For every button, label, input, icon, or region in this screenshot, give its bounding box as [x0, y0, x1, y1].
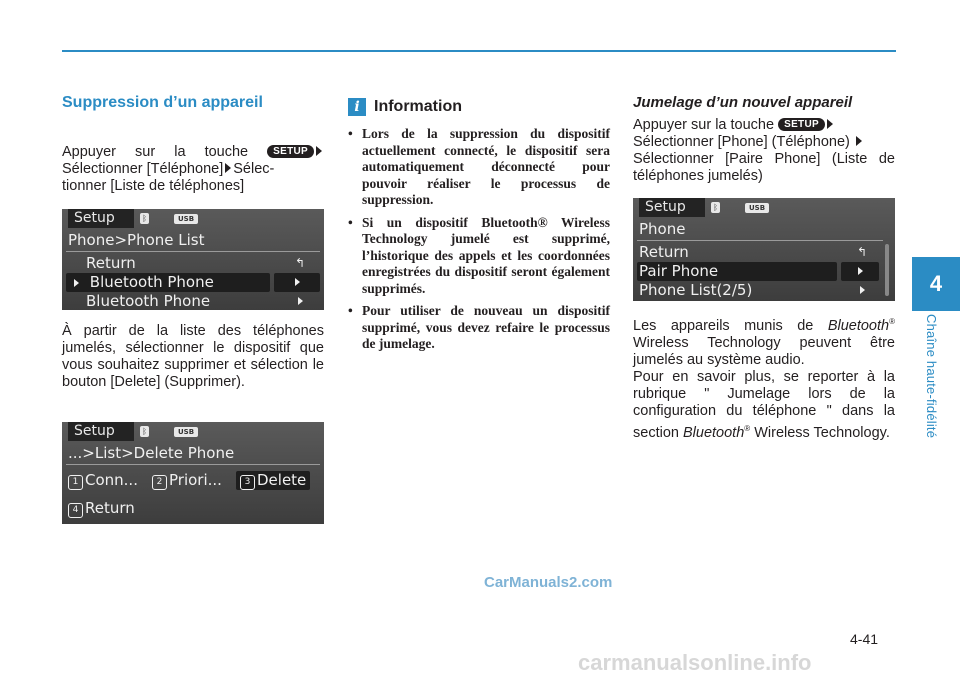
screen-delete-phone	[62, 422, 324, 524]
watermark-carmanuals2: CarManuals2.com	[484, 574, 613, 591]
screen-phone-setup	[633, 198, 895, 301]
right-paragraph-more: Pour en savoir plus, se reporter à la rubrique " Jumelage lors de la configuration du téléphone " dans la section Bluetooth® Wireless Technology.	[633, 369, 895, 441]
screen-row-selected: Pair Phone	[637, 262, 837, 281]
info-bullet: • Lors de la suppression du dispositif actuellement connecté, le dispositif sera automatiquement déconnecté pour pouvoir réaliser le processus de suppression.	[348, 126, 610, 209]
screen-path: ...>List>Delete Phone	[68, 444, 235, 462]
bluetooth-icon: ᛒ	[140, 426, 149, 437]
arrow-icon	[316, 146, 322, 156]
selected-indicator-icon	[74, 279, 79, 287]
bluetooth-icon: ᛒ	[711, 202, 720, 213]
screen-phone-list	[62, 209, 324, 310]
arrow-icon	[225, 163, 231, 173]
left-instruction: Appuyer sur la touche SETUP Sélectionner [Téléphone] Sélec- tionner [Liste de téléphones]	[62, 144, 324, 195]
section-heading-pair: Jumelage d’un nouvel appareil	[633, 94, 853, 111]
submenu-arrow-icon	[274, 273, 320, 292]
screen-path: Phone	[639, 220, 686, 238]
watermark-carmanualsonline: carmanualsonline.info	[578, 650, 812, 675]
submenu-arrow-icon	[841, 262, 879, 281]
screen-divider	[66, 251, 320, 252]
option-priority: 2 Priori...	[152, 471, 222, 490]
option-conn: 1 Conn...	[68, 471, 138, 490]
arrow-icon	[856, 136, 862, 146]
info-title: Information	[374, 98, 462, 115]
screen-row-selected: Bluetooth Phone	[66, 273, 270, 292]
info-header	[348, 98, 610, 116]
right-paragraph-bt: Les appareils munis de Bluetooth® Wireless Technology peuvent être jumelés au système audio.	[633, 317, 895, 368]
screen-row-phone-list: Phone List(2/5)	[639, 281, 753, 299]
screen-title: Setup	[68, 422, 134, 441]
screen-path: Phone>Phone List	[68, 231, 205, 249]
top-rule	[62, 50, 896, 52]
arrow-icon	[827, 119, 833, 129]
chapter-tab: 4	[912, 257, 960, 311]
screen-title: Setup	[68, 209, 134, 228]
section-heading-delete: Suppression d’un appareil	[62, 94, 263, 111]
usb-icon: USB	[174, 214, 198, 224]
option-delete: 3 Delete	[236, 471, 310, 490]
chapter-title: Chaîne haute-fidélité	[924, 314, 939, 439]
usb-icon: USB	[745, 203, 769, 213]
screen-title: Setup	[639, 198, 705, 217]
screen-divider	[66, 464, 320, 465]
screen-scrollbar	[885, 244, 889, 296]
info-bullets	[348, 126, 610, 353]
screen-row-phone: Bluetooth Phone	[86, 292, 211, 310]
info-bullet: • Si un dispositif Bluetooth® Wireless Technology jumelé est supprimé, l’historique des appels et les coordonnées enregistrées du dispositif seront également supprimés.	[348, 215, 610, 298]
right-instruction: Appuyer sur la touche SETUP Sélectionner [Phone] (Téléphone) Sélectionner [Paire Phone] (Liste de téléphones jumelés)	[633, 117, 895, 184]
info-icon: i	[348, 98, 366, 116]
screen-row-return: Return	[639, 243, 689, 261]
bluetooth-icon: ᛒ	[140, 213, 149, 224]
return-icon: ↰	[294, 256, 306, 270]
info-bullet: • Pour utiliser de nouveau un dispositif supprimé, vous devez refaire le processus de jumelage.	[348, 303, 610, 353]
submenu-arrow-icon	[845, 281, 879, 300]
option-return: 4 Return	[68, 499, 135, 518]
return-icon: ↰	[856, 245, 868, 259]
setup-key-icon: SETUP	[778, 118, 825, 131]
page-number: 4-41	[850, 631, 879, 647]
screen-row-return: Return	[86, 254, 136, 272]
screen-divider	[637, 240, 883, 241]
left-paragraph-delete: À partir de la liste des téléphones jumelés, sélectionner le dispositif que vous souhaitez supprimer et sélection le bouton [Delete] (Supprimer).	[62, 323, 324, 390]
setup-key-icon: SETUP	[267, 145, 314, 158]
submenu-arrow-icon	[282, 292, 318, 310]
usb-icon: USB	[174, 427, 198, 437]
info-box	[348, 98, 610, 359]
